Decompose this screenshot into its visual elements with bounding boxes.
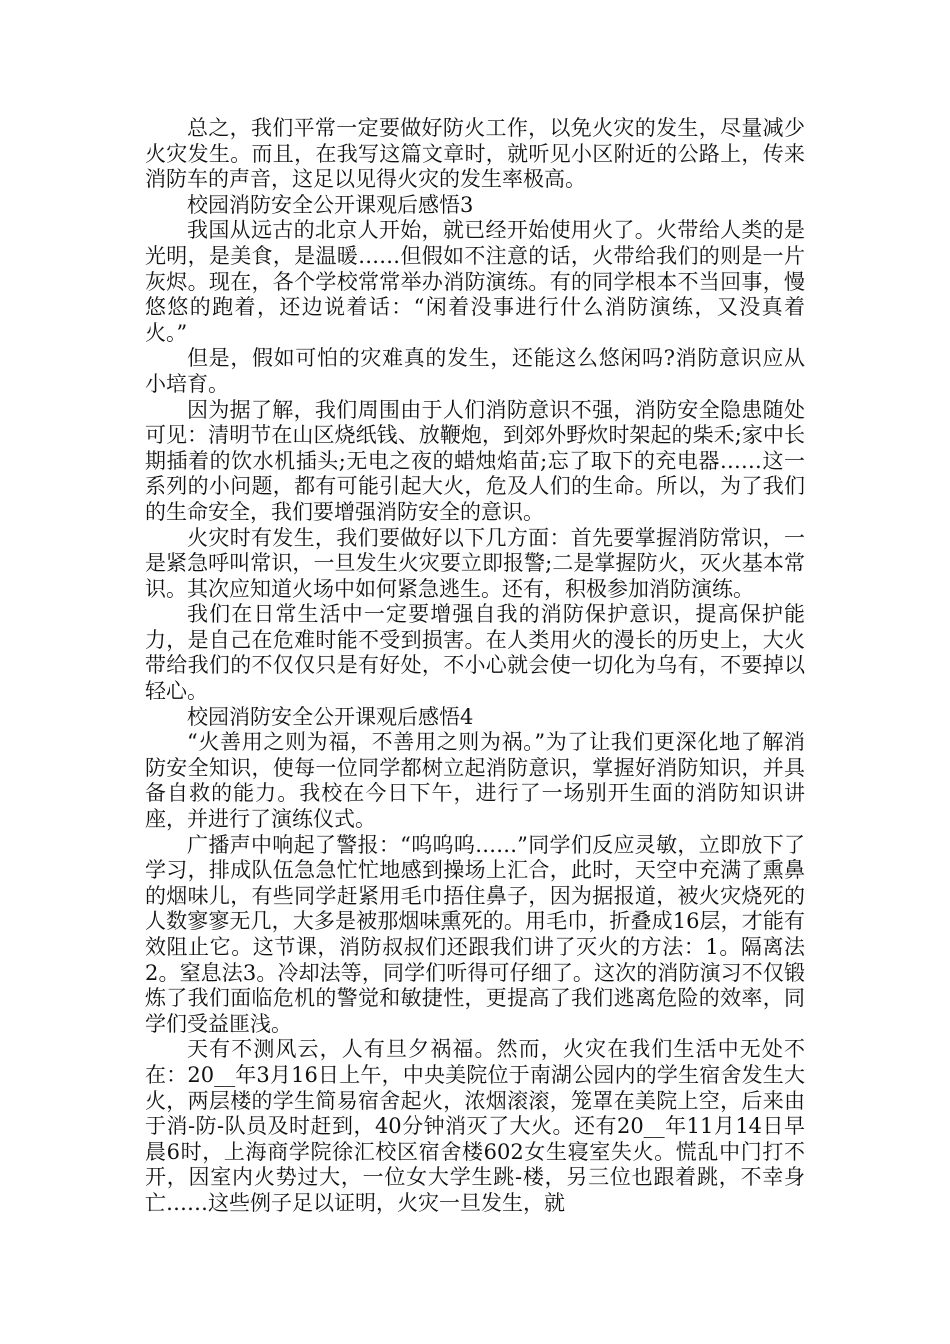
paragraph-precautions: 火灾时有发生，我们要做好以下几方面：首先要掌握消防常识，一是紧急呼叫常识，一旦发生火灾要立即报警;二是掌握防火，灭火基本常识。其次应知道火场中如何紧急逃生。还有，积极参加消防演练。 — [145, 525, 805, 601]
paragraph-incidents: 天有不测风云，人有旦夕祸福。然而，火灾在我们生活中无处不在：20__年3月16日上午，中央美院位于南湖公园内的学生宿舍发生大火，两层楼的学生简易宿舍起火，浓烟滚滚，笼罩在美院上空，后来由于消-防-队员及时赶到，40分钟消灭了大火。还有20__年11月14日早晨6时，上海商学院徐汇校区宿舍楼602女生寝室失火。慌乱中门打不开，因室内火势过大，一位女大学生跳-楼，另三位也跟着跳，不幸身亡……这些例子足以证明，火灾一旦发生，就 — [145, 1037, 805, 1215]
paragraph-hazards: 因为据了解，我们周围由于人们消防意识不强，消防安全隐患随处可见：清明节在山区烧纸钱、放鞭炮，到郊外野炊时架起的柴禾;家中长期插着的饮水机插头;无电之夜的蜡烛焰苗;忘了取下的充电器……这一系列的小问题，都有可能引起大火，危及人们的生命。所以，为了我们的生命安全，我们要增强消防安全的意识。 — [145, 397, 805, 524]
paragraph-lecture: “火善用之则为福，不善用之则为祸。”为了让我们更深化地了解消防安全知识，使每一位同学都树立起消防意识，掌握好消防知识，并具备自救的能力。我校在今日下午，进行了一场别开生面的消防知识讲座，并进行了演练仪式。 — [145, 730, 805, 832]
paragraph-drill: 广播声中响起了警报：“呜呜呜……”同学们反应灵敏，立即放下了学习，排成队伍急急忙忙地感到操场上汇合，此时，天空中充满了熏鼻的烟味儿，有些同学赶紧用毛巾捂住鼻子，因为据报道，被火灾烧死的人数寥寥无几，大多是被那烟味熏死的。用毛巾，折叠成16层，才能有效阻止它。这节课，消防叔叔们还跟我们讲了灭火的方法：1。隔离法2。窒息法3。冷却法等，同学们听得可仔细了。这次的消防演习不仅锻炼了我们面临危机的警觉和敏捷性，更提高了我们逃离危险的效率，同学们受益匪浅。 — [145, 832, 805, 1036]
document-body — [145, 116, 805, 1217]
section-heading-3: 校园消防安全公开课观后感悟3 — [187, 192, 474, 217]
paragraph-awareness: 但是，假如可怕的灾难真的发生，还能这么悠闲吗?消防意识应从小培育。 — [145, 346, 805, 396]
section-heading-4: 校园消防安全公开课观后感悟4 — [187, 704, 474, 729]
paragraph-fire-history: 我国从远古的北京人开始，就已经开始使用火了。火带给人类的是光明，是美食，是温暖……但假如不注意的话，火带给我们的则是一片灰烬。现在，各个学校常常举办消防演练。有的同学根本不当回事，慢悠悠的跑着，还边说着话：“闲着没事进行什么消防演练，又没真着火。” — [145, 218, 805, 345]
paragraph-self-protection: 我们在日常生活中一定要增强自我的消防保护意识，提高保护能力，是自己在危难时能不受到损害。在人类用火的漫长的历史上，大火带给我们的不仅仅只是有好处，不小心就会使一切化为乌有，不要掉以轻心。 — [145, 602, 805, 704]
paragraph-summary: 总之，我们平常一定要做好防火工作，以免火灾的发生，尽量减少火灾发生。而且，在我写这篇文章时，就听见小区附近的公路上，传来消防车的声音，这足以见得火灾的发生率极高。 — [145, 116, 805, 192]
